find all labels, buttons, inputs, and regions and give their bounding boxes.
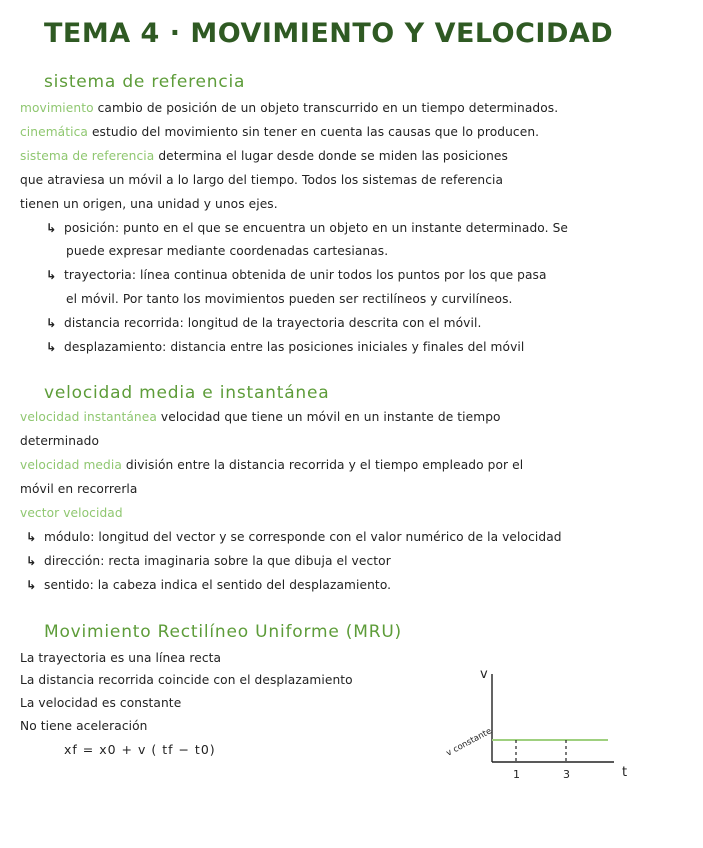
- velocity-time-graph: [438, 662, 658, 792]
- text-sentido: sentido: la cabeza indica el sentido del desplazamiento.: [44, 578, 392, 592]
- graph-tick-1: 1: [513, 768, 520, 781]
- mru-line-2: La distancia recorrida coincide con el desplazamiento: [20, 673, 353, 687]
- arrow-icon: ↳: [46, 316, 57, 330]
- arrow-icon: ↳: [26, 578, 37, 592]
- heading-mru: Movimiento Rectilíneo Uniforme (MRU): [44, 622, 402, 642]
- bullet-modulo: [26, 530, 562, 544]
- term-velocidad-instantanea: velocidad instantánea: [20, 410, 157, 424]
- term-vector-velocidad: vector velocidad: [20, 506, 123, 520]
- bullet-direccion: [26, 554, 391, 568]
- text-desplazamiento: desplazamiento: distancia entre las posiciones iniciales y finales del móvil: [64, 340, 525, 354]
- arrow-icon: ↳: [46, 340, 57, 354]
- arrow-icon: ↳: [26, 554, 37, 568]
- text-posicion-1: posición: punto en el que se encuentra un objeto en un instante determinado. Se: [64, 221, 569, 235]
- text-velocidad-media-2: móvil en recorrerla: [20, 482, 138, 496]
- mru-formula: xf = x0 + v ( tf − t0): [64, 742, 216, 757]
- graph-line-label: v constante: [444, 726, 494, 759]
- term-velocidad-media: velocidad media: [20, 458, 122, 472]
- page-title: TEMA 4 · MOVIMIENTO Y VELOCIDAD: [44, 18, 614, 49]
- text-velocidad-media: división entre la distancia recorrida y el tiempo empleado por el: [121, 458, 524, 472]
- def-cinematica: [20, 125, 539, 139]
- bullet-trayectoria: [46, 268, 547, 282]
- text-sistema-referencia: determina el lugar desde donde se miden las posiciones: [154, 149, 508, 163]
- mru-line-4: No tiene aceleración: [20, 719, 148, 733]
- text-sistema-referencia-2: que atraviesa un móvil a lo largo del tiempo. Todos los sistemas de referencia: [20, 173, 504, 187]
- text-velocidad-instantanea-2: determinado: [20, 434, 100, 448]
- mru-line-3: La velocidad es constante: [20, 696, 182, 710]
- arrow-icon: ↳: [26, 530, 37, 544]
- def-sistema-referencia: [20, 149, 508, 163]
- text-trayectoria-2: el móvil. Por tanto los movimientos pueden ser rectilíneos y curvilíneos.: [66, 292, 513, 306]
- text-direccion: dirección: recta imaginaria sobre la que dibuja el vector: [44, 554, 391, 568]
- term-movimiento: movimiento: [20, 101, 94, 115]
- text-cinematica: estudio del movimiento sin tener en cuenta las causas que lo producen.: [87, 125, 540, 139]
- bullet-desplazamiento: [46, 340, 524, 354]
- def-vector-velocidad: [20, 506, 123, 520]
- graph-tick-3: 3: [563, 768, 570, 781]
- text-movimiento: cambio de posición de un objeto transcurrido en un tiempo determinados.: [93, 101, 559, 115]
- def-velocidad-media: [20, 458, 523, 472]
- arrow-icon: ↳: [46, 221, 57, 235]
- text-sistema-referencia-3: tienen un origen, una unidad y unos ejes.: [20, 197, 278, 211]
- bullet-distancia: [46, 316, 481, 330]
- graph-y-label: v: [480, 667, 488, 682]
- text-velocidad-instantanea: velocidad que tiene un móvil en un instante de tiempo: [156, 410, 501, 424]
- def-velocidad-instantanea: [20, 410, 501, 424]
- bullet-sentido: [26, 578, 391, 592]
- text-modulo: módulo: longitud del vector y se corresponde con el valor numérico de la velocidad: [44, 530, 562, 544]
- heading-velocidad: velocidad media e instantánea: [44, 383, 330, 403]
- text-trayectoria-1: trayectoria: línea continua obtenida de unir todos los puntos por los que pasa: [64, 268, 547, 282]
- def-movimiento: [20, 101, 558, 115]
- text-distancia: distancia recorrida: longitud de la trayectoria descrita con el móvil.: [64, 316, 482, 330]
- bullet-posicion: [46, 221, 568, 235]
- term-cinematica: cinemática: [20, 125, 88, 139]
- term-sistema-referencia: sistema de referencia: [20, 149, 155, 163]
- graph-x-label: t: [622, 765, 628, 780]
- text-posicion-2: puede expresar mediante coordenadas cartesianas.: [66, 244, 389, 258]
- mru-line-1: La trayectoria es una línea recta: [20, 651, 222, 665]
- heading-sistema-referencia: sistema de referencia: [44, 72, 246, 92]
- arrow-icon: ↳: [46, 268, 57, 282]
